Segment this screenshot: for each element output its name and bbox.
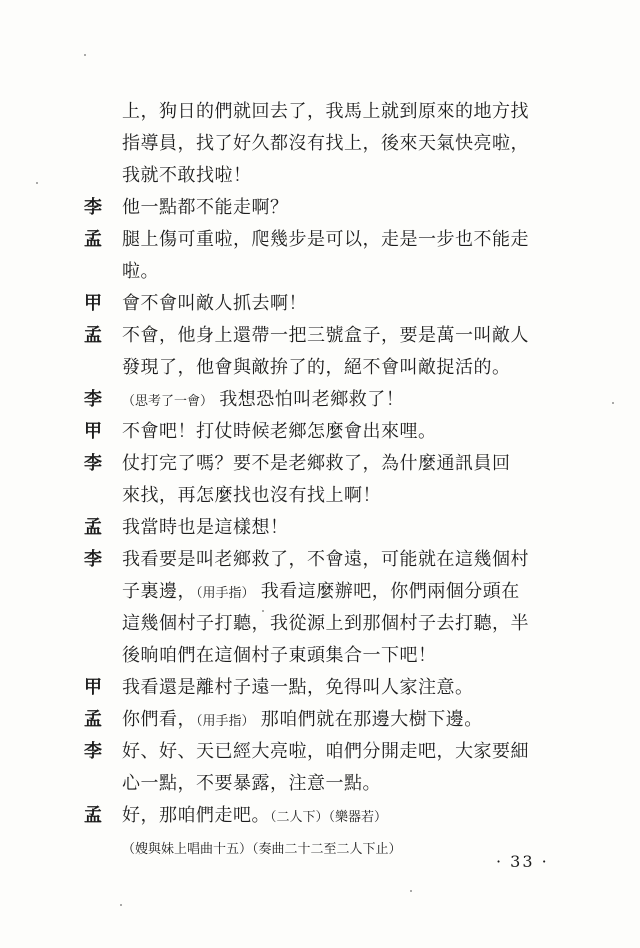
scan-speck [410,890,412,892]
speaker-label: 李 [84,741,103,762]
dialogue-line [84,512,604,544]
dialogue-line [84,800,604,832]
dialogue-text: 我當時也是這樣想！ [122,517,289,538]
dialogue-text: 他一點都不能走啊？ [122,197,289,218]
dialogue-line [84,256,604,288]
speaker-label: 李 [84,549,103,570]
dialogue-text: 不會吧！打仗時候老鄉怎麼會出來哩。 [122,421,437,442]
speaker-label: 李 [84,197,103,218]
dialogue-line [84,704,604,736]
stage-direction: （二人下）（樂器若） [270,810,388,825]
speaker-label: 甲 [84,293,103,314]
dialogue-line [84,288,604,320]
dialogue-text [122,832,402,866]
dialogue-text: 仗打完了嗎？要不是老鄉救了，為什麼通訊員回 [122,453,511,474]
speaker-label: 孟 [84,229,103,250]
dialogue-text: 後晌咱們在這個村子東頭集合一下吧！ [122,645,437,666]
dialogue-line [84,416,604,448]
dialogue-text: 發現了，他會與敵拚了的，絕不會叫敵捉活的。 [122,357,511,378]
speaker-label: 孟 [84,325,103,346]
dialogue-line [84,672,604,704]
dialogue-text: 會不會叫敵人抓去啊！ [122,293,307,314]
dialogue-text: （思考了一會） 我想恐怕叫老鄉救了！ [122,389,405,410]
dialogue-line [84,544,604,576]
dialogue-line [84,736,604,768]
dialogue-line [84,96,604,128]
scan-speck [262,610,264,612]
dialogue-line [84,576,604,608]
dialogue-text: 啦。 [122,261,159,282]
dialogue-line [84,320,604,352]
dialogue-line [84,384,604,416]
dialogue-text: 上，狗日的們就回去了，我馬上就到原來的地方找 [122,101,529,122]
speaker-label: 李 [84,453,103,474]
dialogue-line [84,480,604,512]
dialogue-text: 你們看，（用手指） 那咱們就在那邊大樹下邊。 [122,709,483,730]
speaker-label: 李 [84,389,103,410]
dialogue-text: 腿上傷可重啦，爬幾步是可以，走是一步也不能走 [122,229,529,250]
dialogue-text: 這幾個村子打聽，我從源上到那個村子去打聽，半 [122,613,529,634]
dialogue-text: 好，那咱們走吧。（二人下）（樂器若） [122,805,388,826]
scan-speck [36,182,38,184]
dialogue-line [84,640,604,672]
stage-direction: （嫂與妹上唱曲十五）（奏曲二十二至二人下止） [122,842,402,857]
dialogue-text: 來找，再怎麼找也沒有找上啊！ [122,485,381,506]
dialogue-line [84,768,604,800]
dialogue-line [84,608,604,640]
dialogue-block [84,96,604,864]
dialogue-text: 指導員，找了好久都沒有找上，後來天氣快亮啦， [122,133,529,154]
speaker-label: 孟 [84,709,103,730]
stage-direction: （思考了一會） [122,394,214,409]
scan-speck [84,54,86,56]
stage-direction: （用手指） [196,714,255,729]
speaker-label: 孟 [84,805,103,826]
dialogue-text: 好、好、天已經大亮啦，咱們分開走吧，大家要細 [122,741,529,762]
stage-direction: （用手指） [196,586,255,601]
dialogue-line [84,192,604,224]
speaker-label: 甲 [84,421,103,442]
scan-speck [612,402,614,404]
dialogue-text: 我看還是離村子遠一點，免得叫人家注意。 [122,677,474,698]
speaker-label: 孟 [84,517,103,538]
dialogue-line [84,224,604,256]
dialogue-text: 不會，他身上還帶一把三號盒子，要是萬一叫敵人 [122,325,529,346]
dialogue-text: 我看要是叫老鄉救了，不會遠，可能就在這幾個村 [122,549,529,570]
dialogue-line [84,160,604,192]
dialogue-text: 我就不敢找啦！ [122,165,252,186]
dialogue-text: 心一點，不要暴露，注意一點。 [122,773,381,794]
page-number: · 33 · [496,852,549,871]
dialogue-line [84,352,604,384]
scan-speck [120,904,122,906]
speaker-label: 甲 [84,677,103,698]
dialogue-line [84,448,604,480]
dialogue-line [84,128,604,160]
dialogue-text: 子裏邊，（用手指） 我看這麼辦吧，你們兩個分頭在 [122,581,520,602]
